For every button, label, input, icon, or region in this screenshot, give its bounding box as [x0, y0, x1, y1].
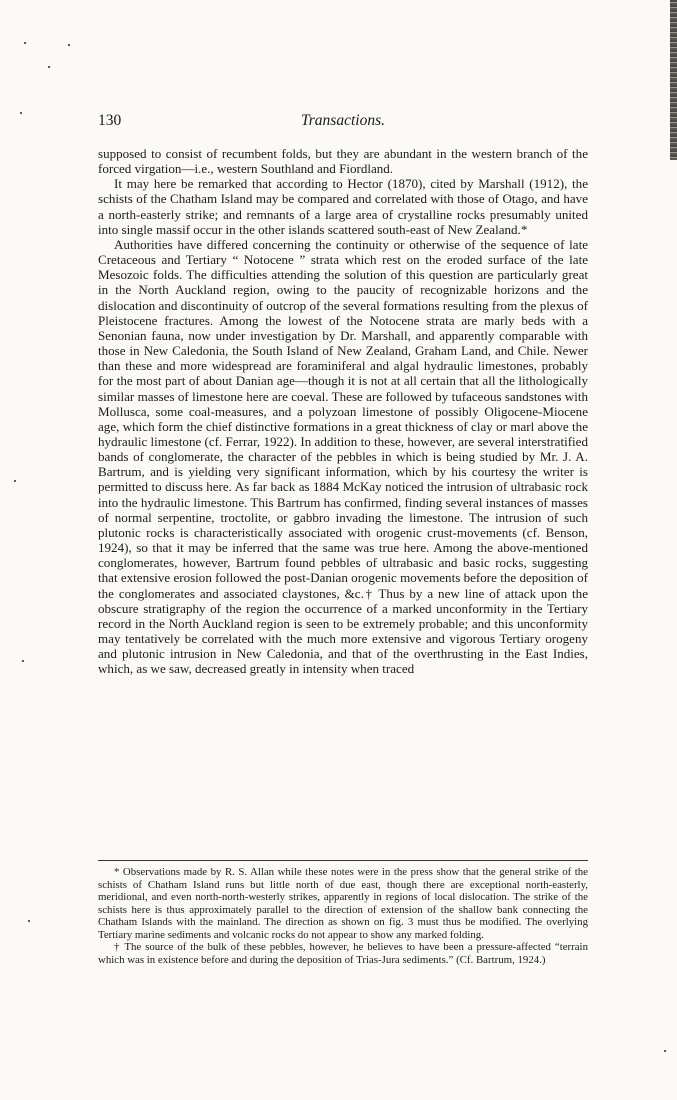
running-title: Transactions.	[301, 112, 385, 129]
page-header	[98, 112, 588, 132]
speck	[28, 920, 30, 922]
footnote: † The source of the bulk of these pebbles, however, he believes to have been a pressure-affected “terrain which was in existence before and during the deposition of Trias-Jura sediments.” (Cf. Bartrum, 1924.)	[98, 941, 588, 966]
scan-edge-artifact	[670, 0, 677, 160]
speck	[14, 480, 16, 482]
speck	[68, 44, 70, 46]
speck	[22, 660, 24, 662]
footnote: * Observations made by R. S. Allan while these notes were in the press show that the general strike of the schists of Chatham Island runs but little north of due east, though there are exceptional north-easterly, meridional, and even north-north-westerly strikes, apparently in regions of local dislocation. The strike of the schists here is thus approximately parallel to the direction of extension of the shallow bank connecting the Chatham Islands with the mainland. The direction as shown on fig. 3 must thus be modified. The overlying Tertiary marine sediments and volcanic rocks do not appear to show any marked folding.	[98, 866, 588, 941]
speck	[48, 66, 50, 68]
footnote-rule	[98, 860, 588, 861]
body-text	[98, 146, 588, 676]
speck	[24, 42, 26, 44]
paragraph: supposed to consist of recumbent folds, but they are abundant in the western branch of the forced virgation—i.e., western Southland and Fiordland.	[98, 146, 588, 177]
page-number: 130	[98, 112, 122, 129]
speck	[20, 112, 22, 114]
footnotes	[98, 866, 588, 966]
paragraph: Authorities have differed concerning the continuity or otherwise of the sequence of late Cretaceous and Tertiary “ Notocene ” strata which rest on the eroded surface of the late Mesozoic folds. The difficulties attending the solution of this question are particularly great in the North Auckland region, owing to the paucity of recognizable horizons and the dislocation and discontinuity of outcrop of the several formations resulting from the plexus of Pleistocene fractures. Among the lowest of the Notocene strata are marly beds with a Senonian fauna, now under investigation by Dr. Marshall, and apparently comparable with those in New Caledonia, the South Island of New Zealand, Graham Land, and Chile. Newer than these and more widespread are foraminiferal and algal hydraulic limestones, probably for the most part of about Danian age—though it is not at all certain that all the lithologically similar masses of limestone here are coeval. These are followed by tufaceous sandstones with Mollusca, some coal-measures, and a polyzoan limestone of possibly Oligocene-Miocene age, which form the chief distinctive formations in a great thickness of clay or marl above the hydraulic limestone (cf. Ferrar, 1922). In addition to these, however, are several interstratified bands of conglomerate, the character of the pebbles in which is being studied by Mr. J. A. Bartrum, and is yielding very significant information, which by his courtesy the writer is permitted to discuss here. As far back as 1884 McKay noticed the intrusion of ultrabasic rock into the hydraulic limestone. This Bartrum has confirmed, finding several instances of masses of normal serpentine, troctolite, or gabbro invading the limestone. The intrusion of such plutonic rocks is characteristically associated with orogenic crust-movements (cf. Benson, 1924), so that it may be inferred that the same was true here. Among the above-mentioned conglomerates, however, Bartrum found pebbles of ultrabasic and basic rocks, suggesting that extensive erosion followed the post-Danian orogenic movements before the deposition of the conglomerates and associated claystones, &c.† Thus by a new line of attack upon the obscure stratigraphy of the region the occurrence of a marked unconformity in the Tertiary record in the North Auckland region is seen to be extremely probable; and this unconformity may tentatively be correlated with the much more extensive and vigorous Tertiary orogeny and plutonic intrusion in New Caledonia, and that of the overthrusting in the East Indies, which, as we saw, decreased greatly in intensity when traced	[98, 236, 588, 677]
paragraph: It may here be remarked that according to Hector (1870), cited by Marshall (1912), the schists of the Chatham Island may be compared and correlated with those of Otago, and have a north-easterly strike; and remnants of a large area of crystalline rocks presumably united into single massif occur in the other islands scattered south-east of New Zealand.*	[98, 176, 588, 237]
speck	[664, 1050, 666, 1052]
